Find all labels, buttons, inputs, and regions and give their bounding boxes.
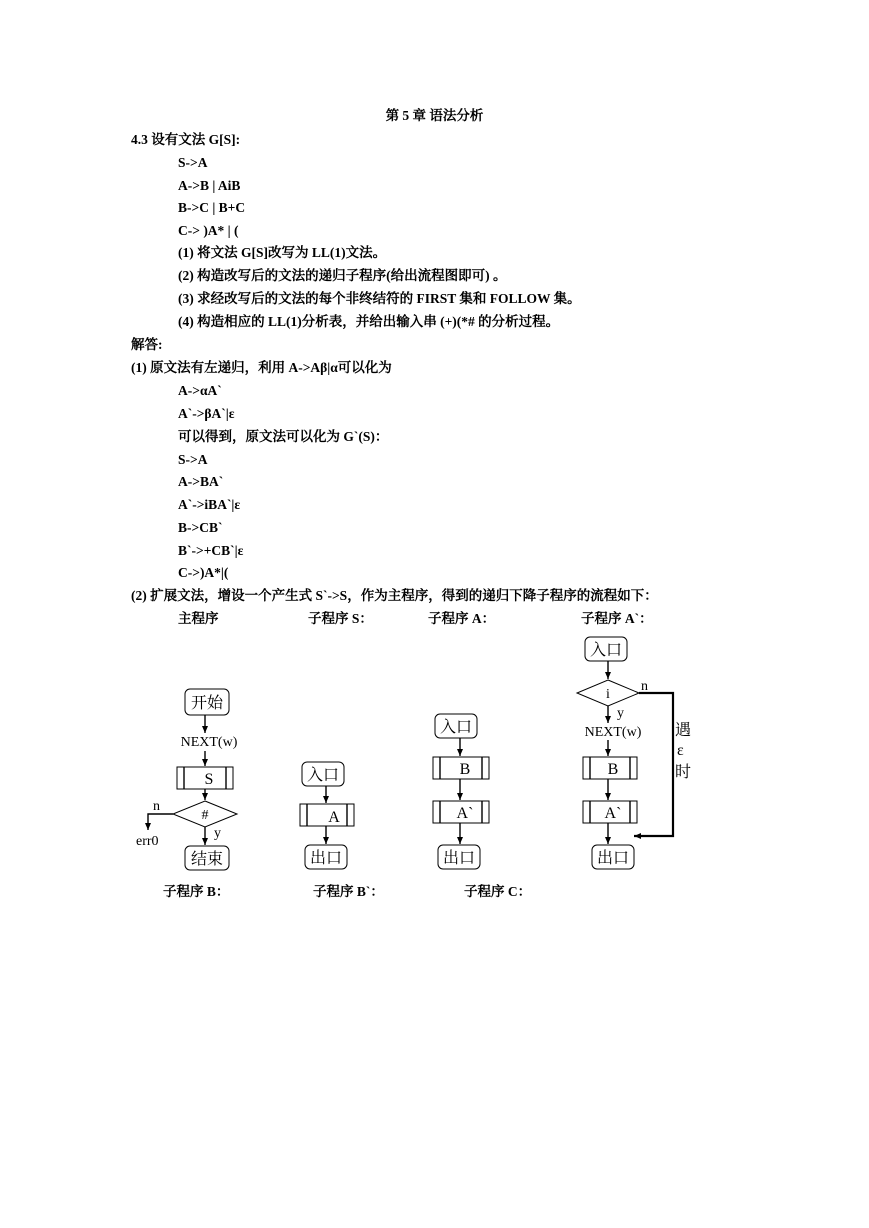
side-note-char: 时 bbox=[675, 764, 692, 781]
entry-label: 入口 bbox=[589, 642, 623, 659]
part1-intro: (1) 原文法有左递归，利用 A->Aβ|α可以化为 bbox=[131, 360, 392, 375]
call-label: A` bbox=[456, 805, 474, 822]
grammar-rule: B->C | B+C bbox=[178, 200, 246, 215]
side-note-char: ε bbox=[677, 742, 684, 759]
chapter-title: 第 5 章 语法分析 bbox=[385, 108, 484, 123]
next-label: NEXT(w) bbox=[180, 735, 238, 750]
answer-label: 解答: bbox=[131, 337, 163, 352]
task-item: (3) 求经改写后的文法的每个非终结符的 FIRST 集和 FOLLOW 集。 bbox=[178, 291, 581, 306]
flowchart-heading: 子程序 A： bbox=[428, 611, 496, 626]
call-label: B bbox=[459, 761, 471, 778]
exit-label: 出口 bbox=[309, 850, 343, 867]
grammar-rule: A->B | AiB bbox=[178, 178, 241, 193]
grammar-rule: C->)A*|( bbox=[178, 565, 229, 580]
part2-intro: (2) 扩展文法，增设一个产生式 S`->S，作为主程序，得到的递归下降子程序的流程如下： bbox=[131, 588, 658, 603]
grammar-rule: B->CB` bbox=[178, 520, 223, 535]
flowchart-sub-a-prime bbox=[577, 637, 691, 869]
problem-header: 4.3 设有文法 G[S]: bbox=[131, 132, 241, 147]
error-label: err0 bbox=[136, 834, 159, 849]
end-label: 结束 bbox=[190, 851, 224, 868]
side-note-char: 遇 bbox=[675, 722, 692, 739]
flowchart-heading: 子程序 B： bbox=[163, 884, 230, 899]
yes-label: y bbox=[617, 706, 624, 721]
part1-conclusion: 可以得到，原文法可以化为 G`(S)： bbox=[178, 429, 389, 444]
flowchart-heading: 子程序 S： bbox=[308, 611, 373, 626]
grammar-rule: S->A bbox=[178, 155, 208, 170]
flowchart-sub-a bbox=[433, 714, 489, 869]
decision-label: # bbox=[201, 808, 209, 823]
next-label: NEXT(w) bbox=[584, 725, 642, 740]
no-label: n bbox=[153, 799, 160, 814]
flowchart-heading: 子程序 B`： bbox=[313, 884, 384, 899]
task-item: (2) 构造改写后的文法的递归子程序(给出流程图即可) 。 bbox=[178, 268, 507, 283]
decision-label: i bbox=[606, 687, 610, 702]
grammar-rule: B`->+CB`|ε bbox=[178, 543, 244, 558]
entry-label: 入口 bbox=[439, 719, 473, 736]
flowchart-heading: 子程序 C： bbox=[464, 884, 532, 899]
call-label: B bbox=[607, 761, 619, 778]
entry-label: 入口 bbox=[306, 767, 340, 784]
yes-label: y bbox=[214, 826, 221, 841]
flowchart-heading: 主程序 bbox=[178, 611, 219, 626]
call-box bbox=[300, 804, 354, 826]
flowchart-main bbox=[136, 689, 238, 870]
call-label: A bbox=[328, 809, 340, 826]
no-label: n bbox=[641, 679, 648, 694]
transform-rule: A`->βA`|ε bbox=[178, 406, 235, 421]
grammar-rule: C-> )A* | ( bbox=[178, 223, 239, 238]
flowchart-heading: 子程序 A`： bbox=[581, 611, 653, 626]
call-label: A` bbox=[604, 805, 622, 822]
call-label: S bbox=[204, 771, 214, 788]
grammar-rule: A->BA` bbox=[178, 474, 224, 489]
grammar-rule: S->A bbox=[178, 452, 208, 467]
exit-label: 出口 bbox=[442, 850, 476, 867]
task-item: (1) 将文法 G[S]改写为 LL(1)文法。 bbox=[178, 245, 387, 260]
flowchart-sub-s bbox=[300, 762, 354, 869]
exit-label: 出口 bbox=[596, 850, 630, 867]
transform-rule: A->αA` bbox=[178, 383, 222, 398]
start-label: 开始 bbox=[190, 695, 224, 712]
grammar-rule: A`->iBA`|ε bbox=[178, 497, 241, 512]
task-item: (4) 构造相应的 LL(1)分析表，并给出输入串 (+)(*# 的分析过程。 bbox=[178, 314, 560, 329]
